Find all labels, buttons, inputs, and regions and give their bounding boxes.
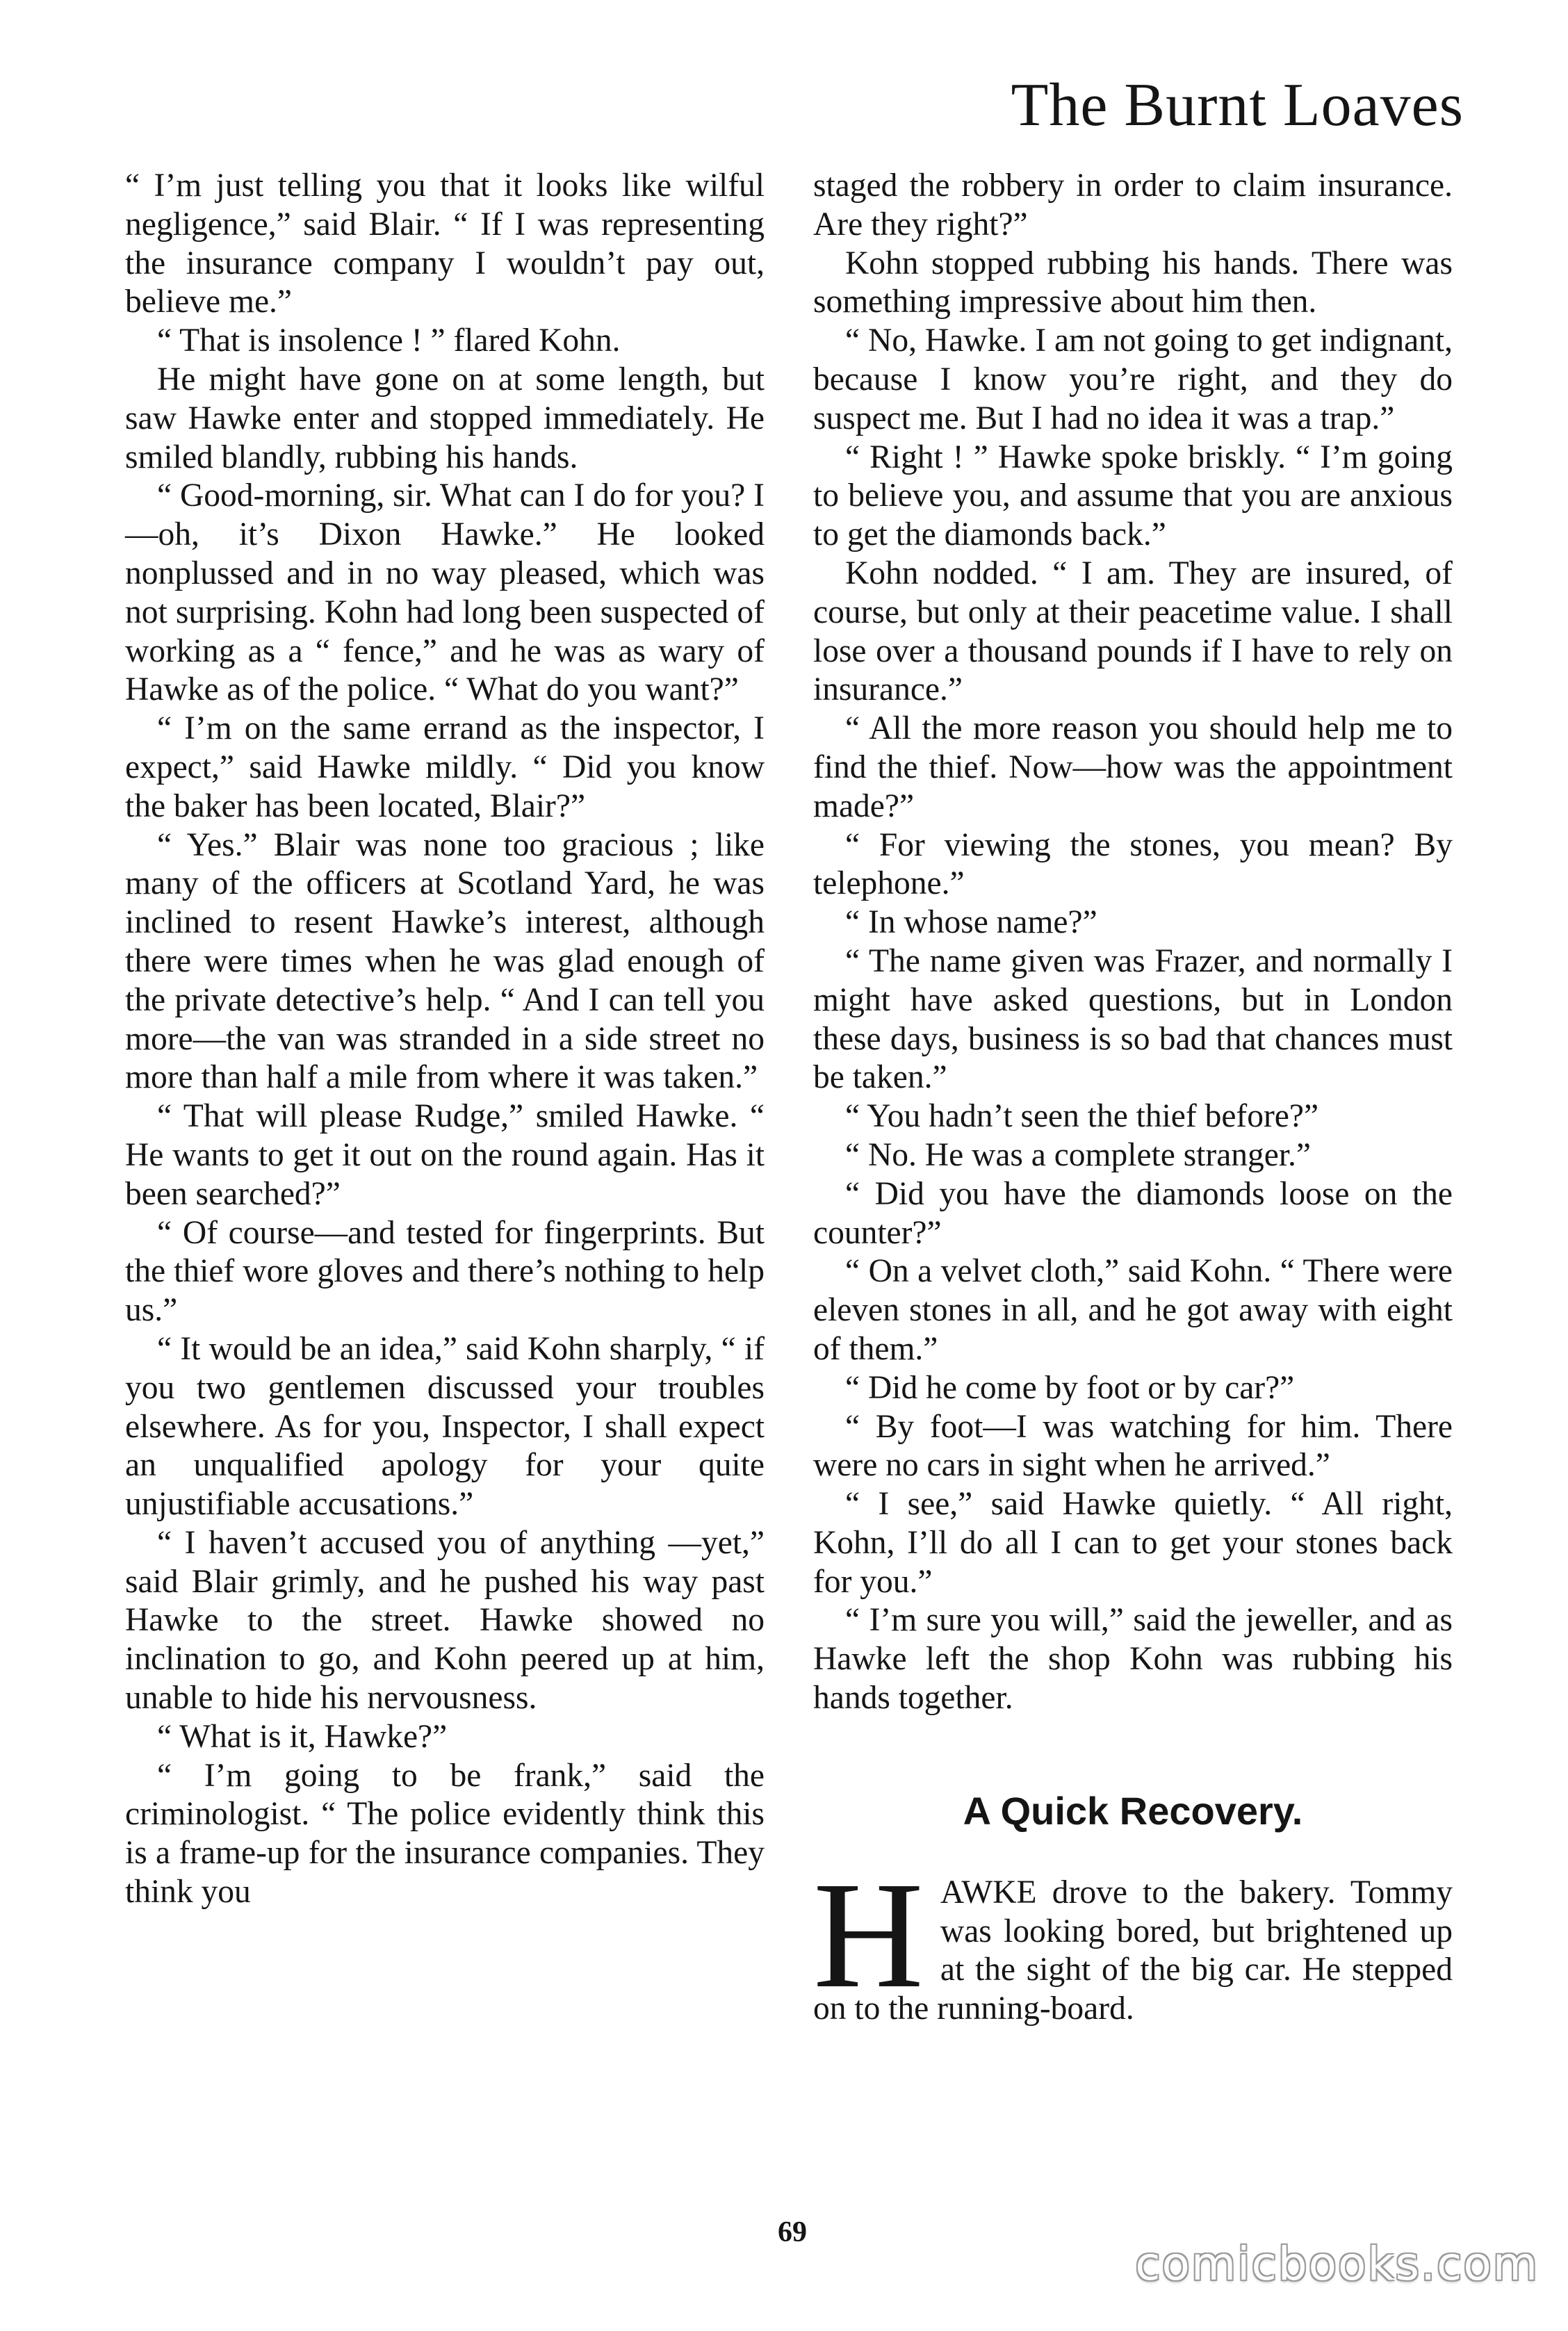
paragraph: “ In whose name?” [845, 904, 1097, 941]
running-head: The Burnt Loaves [1011, 72, 1464, 139]
paragraph: “ You hadn’t seen the thief before?” [845, 1098, 1319, 1135]
paragraph: Kohn stopped rubbing his hands. There was something impressive about him then. [813, 245, 1453, 320]
right-column [813, 167, 1453, 2029]
paragraph: Kohn nodded. “ I am. They are insured, of course, but only at their peacetime value. I shall lose over a thousand pounds if I have to rely on insurance.” [813, 555, 1453, 708]
paragraph: “ For viewing the stones, you mean? By telephone.” [813, 826, 1453, 902]
paragraph: “ I see,” said Hawke quietly. “ All right, Kohn, I’ll do all I can to get your stones back for you.” [813, 1486, 1453, 1600]
paragraph: “ It would be an idea,” said Kohn sharply, “ if you two gentlemen discussed your troubles elsewhere. As for you, Inspector, I shall expect an unqualified apology for your quite unjustifiable accusations.” [125, 1330, 765, 1523]
paragraph: “ No. He was a complete stranger.” [845, 1136, 1312, 1173]
paragraph: “ That will please Rudge,” smiled Hawke. “ He wants to get it out on the round again. Has it been searched?” [125, 1098, 765, 1212]
paragraph: “ I haven’t accused you of anything —yet,” said Blair grimly, and he pushed his way past Hawke to the street. Hawke showed no inclination to go, and Kohn peered up at him, unable to hide his nervousness. [125, 1524, 765, 1717]
paragraph: “ No, Hawke. I am not going to get indignant, because I know you’re right, and they do suspect me. But I had no idea it was a trap.” [813, 322, 1453, 436]
watermark: comicbooks.com [1135, 2237, 1539, 2291]
paragraph: “ What is it, Hawke?” [157, 1718, 448, 1755]
paragraph: “ Did you have the diamonds loose on the counter?” [813, 1175, 1453, 1251]
drop-cap: H [813, 1849, 924, 2020]
paragraph: “ I’m just telling you that it looks like wilful negligence,” said Blair. “ If I was representing the insurance company I wouldn’t pay out, believe me.” [125, 167, 765, 320]
section-heading: A Quick Recovery. [963, 1788, 1303, 1833]
section-paragraph [813, 1849, 1453, 2029]
paragraph: He might have gone on at some length, but saw Hawke enter and stopped immediately. He smiled blandly, rubbing his hands. [125, 361, 765, 475]
paragraph: “ Of course—and tested for fingerprints. But the thief wore gloves and there’s nothing to help us.” [125, 1214, 765, 1329]
left-column [125, 167, 765, 1912]
paragraph: staged the robbery in order to claim insurance. Are they right?” [813, 167, 1453, 243]
paragraph: “ I’m sure you will,” said the jeweller, and as Hawke left the shop Kohn was rubbing his hands together. [813, 1602, 1453, 1717]
paragraph: “ The name given was Frazer, and normally I might have asked questions, but in London these days, business is so bad that chances must be taken.” [813, 942, 1453, 1096]
paragraph: “ All the more reason you should help me to find the thief. Now—how was the appointment made?” [813, 710, 1453, 824]
paragraph: “ Right ! ” Hawke spoke briskly. “ I’m going to believe you, and assume that you are anxious to get the diamonds back.” [813, 439, 1453, 553]
page-number: 69 [778, 2216, 807, 2248]
paragraph: “ That is insolence ! ” flared Kohn. [157, 322, 621, 359]
paragraph: “ On a velvet cloth,” said Kohn. “ There were eleven stones in all, and he got away with eight of them.” [813, 1253, 1453, 1367]
paragraph: “ Good-morning, sir. What can I do for you? I—oh, it’s Dixon Hawke.” He looked nonplussed and in no way pleased, which was not surprising. Kohn had long been suspected of working as a “ fence,” and he was as wary of Hawke as of the police. “ What do you want?” [125, 477, 765, 708]
paragraph: “ Yes.” Blair was none too gracious ; like many of the officers at Scotland Yard, he was inclined to resent Hawke’s interest, although there were times when he was glad enough of the private detective’s help. “ And I can tell you more—the van was stranded in a side street no more than half a mile from where it was taken.” [125, 826, 765, 1096]
paragraph: “ By foot—I was watching for him. There were no cars in sight when he arrived.” [813, 1408, 1453, 1484]
paragraph: “ I’m going to be frank,” said the criminologist. “ The police evidently think this is a frame-up for the insurance companies. They think you [125, 1757, 765, 1911]
paragraph: “ Did he come by foot or by car?” [845, 1369, 1295, 1406]
section-paragraph-text: AWKE drove to the bakery. Tommy was looking bored, but brightened up at the sight of the big car. He stepped on to the running-board. [813, 1874, 1453, 2027]
paragraph: “ I’m on the same errand as the inspector, I expect,” said Hawke mildly. “ Did you know the baker has been located, Blair?” [125, 710, 765, 824]
